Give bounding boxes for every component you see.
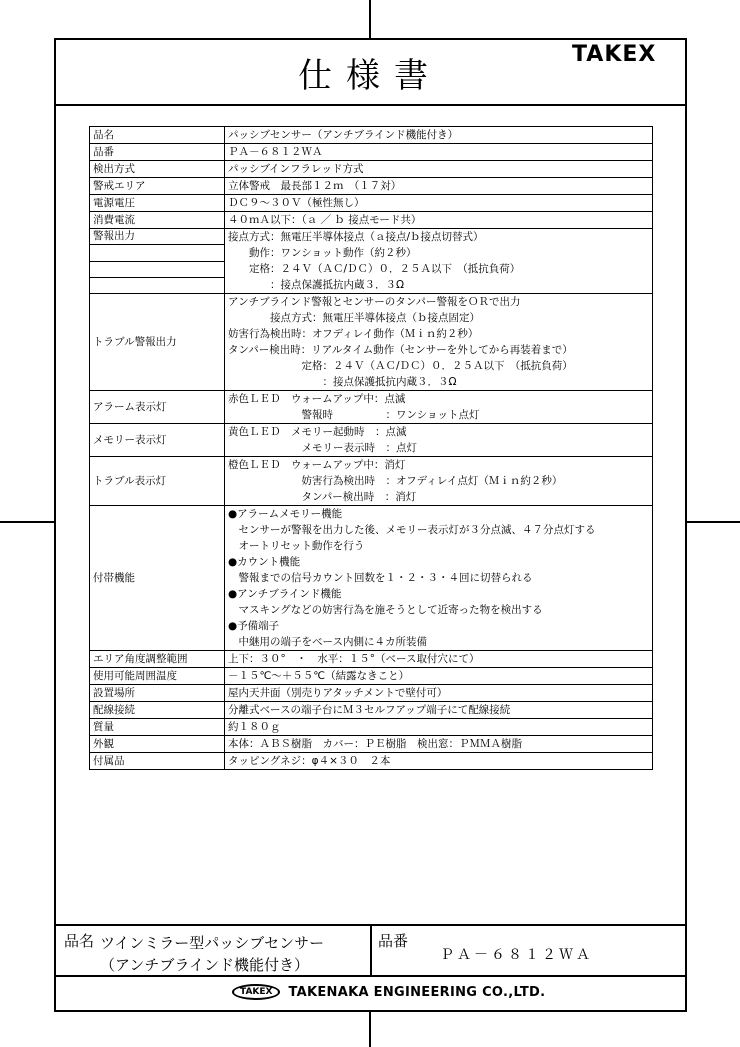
company-logo: TAKEX	[232, 984, 280, 1000]
spec-label-cell	[90, 278, 224, 293]
spec-label-cell	[90, 262, 224, 278]
spec-value-line: 妨害行為検出時：オフディレイ動作（Ｍｉｎ約２秒）	[228, 328, 479, 341]
spec-value	[225, 719, 653, 736]
spec-label: 検出方式	[90, 161, 225, 178]
spec-row	[90, 685, 653, 702]
spec-row	[90, 178, 653, 195]
spec-value-line: 本体：ＡＢＳ樹脂 カバー：ＰＥ樹脂 検出窓：ＰＭＭＡ樹脂	[228, 738, 522, 751]
spec-value	[225, 212, 653, 229]
crop-mark-right	[687, 521, 740, 523]
company-name: TAKENAKA ENGINEERING CO.,LTD.	[288, 984, 546, 1000]
spec-row	[90, 144, 653, 161]
spec-value-line: ●カウント機能	[228, 556, 301, 569]
spec-value-line: マスキングなどの妨害行為を施そうとして近寄った物を検出する	[228, 604, 543, 617]
spec-label: 配線接続	[90, 702, 225, 719]
spec-value-line: 警報時 ：ワンショット点灯	[228, 409, 480, 422]
spec-value-line: 中継用の端子をベース内側に４カ所装備	[228, 636, 427, 649]
spec-value-line: 動作：ワンショット動作（約２秒）	[228, 247, 417, 259]
spec-value-line: 屋内天井面（別売りアタッチメントで壁付可）	[228, 687, 448, 700]
spec-value	[225, 651, 653, 668]
spec-row	[90, 506, 653, 651]
page-title: 仕様書	[298, 56, 442, 96]
spec-label: 付帯機能	[90, 506, 225, 651]
spec-value-line: メモリー表示時 ：点灯	[228, 442, 417, 455]
footer-code-label: 品番	[378, 932, 409, 950]
spec-value-line: パッシブセンサー（アンチブラインド機能付き）	[228, 129, 459, 141]
spec-value-line: アンチブラインド警報とセンサーのタンパー警報をＯＲで出力	[228, 296, 521, 309]
spec-value	[225, 424, 653, 457]
spec-row	[90, 753, 653, 770]
spec-value-line: 定格：２４Ｖ（ＡＣ/ＤＣ）０．２５Ａ以下 （抵抗負荷）	[228, 263, 521, 275]
spec-value-line: 妨害行為検出時 ：オフディレイ点灯（Ｍｉｎ約２秒）	[228, 475, 563, 488]
spec-value	[225, 736, 653, 753]
spec-value-line: ４０ｍＡ以下：（ａ ／ ｂ 接点モード共）	[228, 214, 422, 226]
spec-label: 設置場所	[90, 685, 225, 702]
spec-label: 警戒エリア	[90, 178, 225, 195]
spec-value-line: パッシブインフラレッド方式	[228, 163, 364, 175]
spec-value	[225, 294, 653, 391]
spec-row	[90, 127, 653, 144]
header-divider	[54, 104, 687, 106]
spec-value-line: ＰＡ－６８１２ＷＡ	[228, 146, 323, 158]
spec-label: エリア角度調整範囲	[90, 651, 225, 668]
spec-value-line: 警報までの信号カウント回数を１・２・３・４回に切替られる	[228, 572, 533, 585]
spec-value	[225, 391, 653, 424]
spec-row	[90, 702, 653, 719]
spec-value	[225, 685, 653, 702]
spec-value	[225, 702, 653, 719]
spec-value	[225, 178, 653, 195]
spec-row	[90, 719, 653, 736]
spec-value-line: ：接点保護抵抗内蔵３．３Ω	[228, 279, 405, 291]
spec-value-line: 上下：３０° ・ 水平：１５°（ベース取付穴にて）	[228, 653, 480, 666]
spec-value-line: 定格：２４Ｖ（ＡＣ/ＤＣ）０．２５Ａ以下 （抵抗負荷）	[228, 360, 573, 373]
spec-value-line: 橙色ＬＥＤ ウォームアップ中：消灯	[228, 459, 406, 472]
spec-label: アラーム表示灯	[90, 391, 225, 424]
spec-value-line: タンパー検出時：リアルタイム動作（センサーを外してから再装着まで）	[228, 344, 573, 357]
spec-value	[225, 457, 653, 506]
crop-mark-top	[369, 0, 371, 38]
spec-value-line: 立体警戒 最長部１２ｍ （１７対）	[228, 180, 402, 192]
footer-name-label: 品名	[64, 932, 95, 950]
spec-row	[90, 212, 653, 229]
spec-row	[90, 457, 653, 506]
spec-row	[90, 736, 653, 753]
footer-code-value: ＰＡ－６８１２ＷＡ	[440, 947, 593, 963]
spec-label: 外観	[90, 736, 225, 753]
spec-label: 使用可能周囲温度	[90, 668, 225, 685]
spec-row	[90, 161, 653, 178]
spec-value-line: 分離式ベースの端子台にＭ３セルフアップ端子にて配線接続	[228, 704, 511, 717]
spec-value	[225, 506, 653, 651]
spec-value-line: 接点方式：無電圧半導体接点（ａ接点/ｂ接点切替式）	[228, 231, 484, 243]
footer-vertical-divider	[370, 924, 372, 976]
spec-value-line: オートリセット動作を行う	[228, 540, 365, 553]
spec-row	[90, 229, 653, 294]
footer-name-line1: ツインミラー型パッシブセンサー	[100, 934, 325, 952]
spec-value-line: ●予備端子	[228, 620, 280, 633]
spec-value-line: ●アンチブラインド機能	[228, 588, 342, 601]
spec-label: トラブル表示灯	[90, 457, 225, 506]
spec-value	[225, 195, 653, 212]
spec-value-line: タッピングネジ：φ４×３０ ２本	[228, 755, 391, 768]
spec-label	[90, 229, 225, 294]
spec-row	[90, 391, 653, 424]
spec-row	[90, 424, 653, 457]
spec-value-line: ：接点保護抵抗内蔵３．３Ω	[228, 376, 457, 389]
spec-label: 質量	[90, 719, 225, 736]
spec-row	[90, 668, 653, 685]
company-block	[232, 984, 545, 1000]
spec-value	[225, 127, 653, 144]
crop-mark-bottom	[369, 1012, 371, 1047]
spec-value-line: 黄色ＬＥＤ メモリー起動時 ：点滅	[228, 426, 407, 439]
spec-label-cell	[90, 245, 224, 261]
spec-value	[225, 161, 653, 178]
spec-label: 品名	[90, 127, 225, 144]
spec-label: トラブル警報出力	[90, 294, 225, 391]
spec-value-line: －１５℃～＋５５℃（結露なきこと）	[228, 670, 410, 683]
spec-row	[90, 651, 653, 668]
spec-value	[225, 144, 653, 161]
brand-logo: TAKEX	[572, 42, 657, 67]
footer-name-line2: （アンチブラインド機能付き）	[100, 956, 309, 974]
spec-table	[89, 126, 653, 770]
spec-value	[225, 753, 653, 770]
crop-mark-left	[0, 521, 54, 523]
spec-value-line: 赤色ＬＥＤ ウォームアップ中：点滅	[228, 393, 406, 406]
spec-value	[225, 229, 653, 294]
spec-row	[90, 294, 653, 391]
spec-label-cell: 警報出力	[90, 229, 224, 245]
spec-label: 付属品	[90, 753, 225, 770]
spec-label: 消費電流	[90, 212, 225, 229]
spec-label: 電源電圧	[90, 195, 225, 212]
spec-value-line: タンパー検出時 ：消灯	[228, 491, 417, 504]
spec-value	[225, 668, 653, 685]
spec-label: メモリー表示灯	[90, 424, 225, 457]
spec-value-line: 約１８０ｇ	[228, 721, 281, 734]
spec-value-line: 接点方式：無電圧半導体接点（ｂ接点固定）	[228, 312, 480, 325]
spec-value-line: ＤＣ９～３０Ｖ（極性無し）	[228, 197, 365, 209]
spec-row	[90, 195, 653, 212]
spec-label: 品番	[90, 144, 225, 161]
spec-value-line: ●アラームメモリー機能	[228, 508, 343, 521]
spec-value-line: センサーが警報を出力した後、メモリー表示灯が３分点滅、４７分点灯する	[228, 524, 596, 537]
